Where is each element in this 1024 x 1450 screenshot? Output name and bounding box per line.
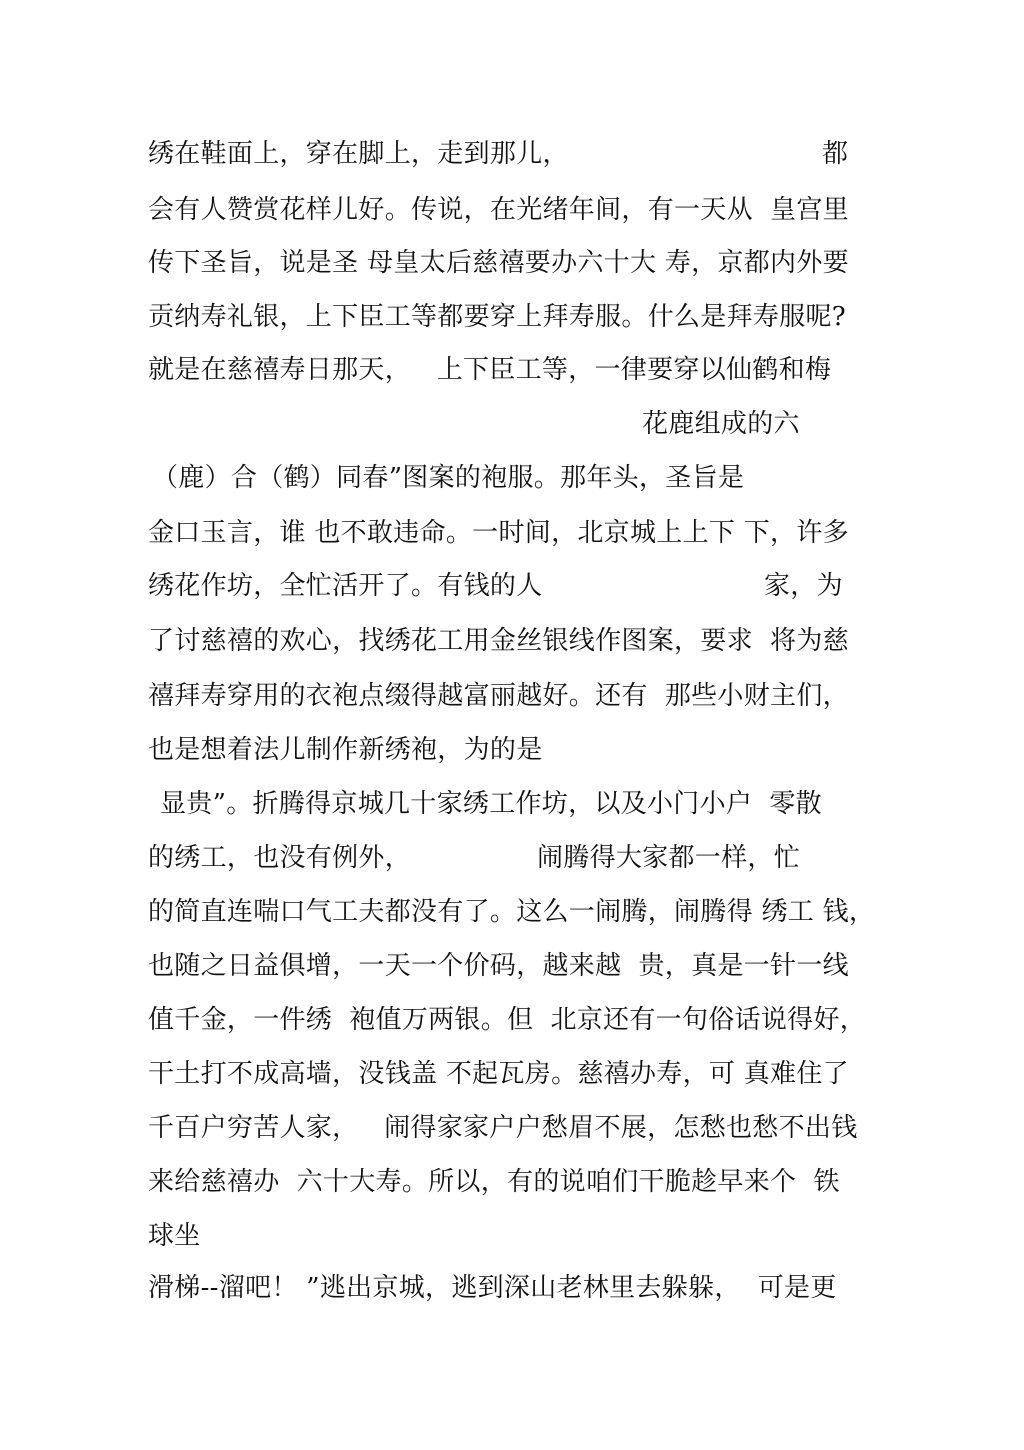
text-line: 干土打不成高墙，没钱盖 不起瓦房。慈禧办寿，可 真难住了 [148,1059,849,1089]
text-line: （鹿）合（鹤）同春”图案的袍服。那年头，圣旨是 [152,463,745,493]
text-line: 显贵”。折腾得京城几十家绣工作坊，以及小门小户 零散 [160,789,822,819]
text-line: 千百户穷苦人家， 闹得家家户户愁眉不展，怎愁也愁不出钱 [148,1113,858,1143]
text-line: 滑梯--溜吧！ ”逃出京城，逃到深山老林里去躲躲， 可是更 [148,1273,837,1303]
text-line: 绣在鞋面上，穿在脚上，走到那儿， [148,139,569,169]
text-line: 会有人赞赏花样儿好。传说，在光绪年间，有一天从 皇宫里 [148,195,849,225]
text-line: 闹腾得大家都一样，忙 [537,843,801,873]
text-line: 就是在慈禧寿日那天， 上下臣工等，一律要穿以仙鹤和梅 [148,355,832,385]
text-line: 花鹿组成的六 [642,409,800,439]
text-line: 的绣工，也没有例外， [148,843,412,873]
text-line: 值千金，一件绣 袍值万两银。但 北京还有一句俗话说得好， [148,1005,867,1035]
text-line: 球坐 [148,1221,201,1251]
text-line: 传下圣旨，说是圣 母皇太后慈禧要办六十大 寿，京都内外要 [148,248,849,278]
text-line: 也是想着法儿制作新绣袍，为的是 [148,735,543,765]
text-line: 贡纳寿礼银，上下臣工等都要穿上拜寿服。什么是拜寿服呢? [148,302,847,332]
text-line: 禧拜寿穿用的衣袍点缀得越富丽越好。还有 那些小财主们， [148,681,849,711]
text-line: 了讨慈禧的欢心，找绣花工用金丝银线作图案，要求 将为慈 [148,626,849,656]
text-line: 金口玉言，谁 也不敢违命。一时间，北京城上上下 下，许多 [148,518,849,548]
text-line: 绣花作坊，全忙活开了。有钱的人 [148,571,543,601]
text-line: 来给慈禧办 六十大寿。所以，有的说咱们干脆趁早来个 铁 [148,1167,840,1197]
text-line: 的简直连喘口气工夫都没有了。这么一闹腾，闹腾得 绣工 钱， [148,897,876,927]
text-line: 也随之日益俱增，一天一个价码，越来越 贵，真是一针一线 [148,951,849,981]
text-line: 都 [822,139,849,169]
text-line: 家，为 [764,571,843,601]
